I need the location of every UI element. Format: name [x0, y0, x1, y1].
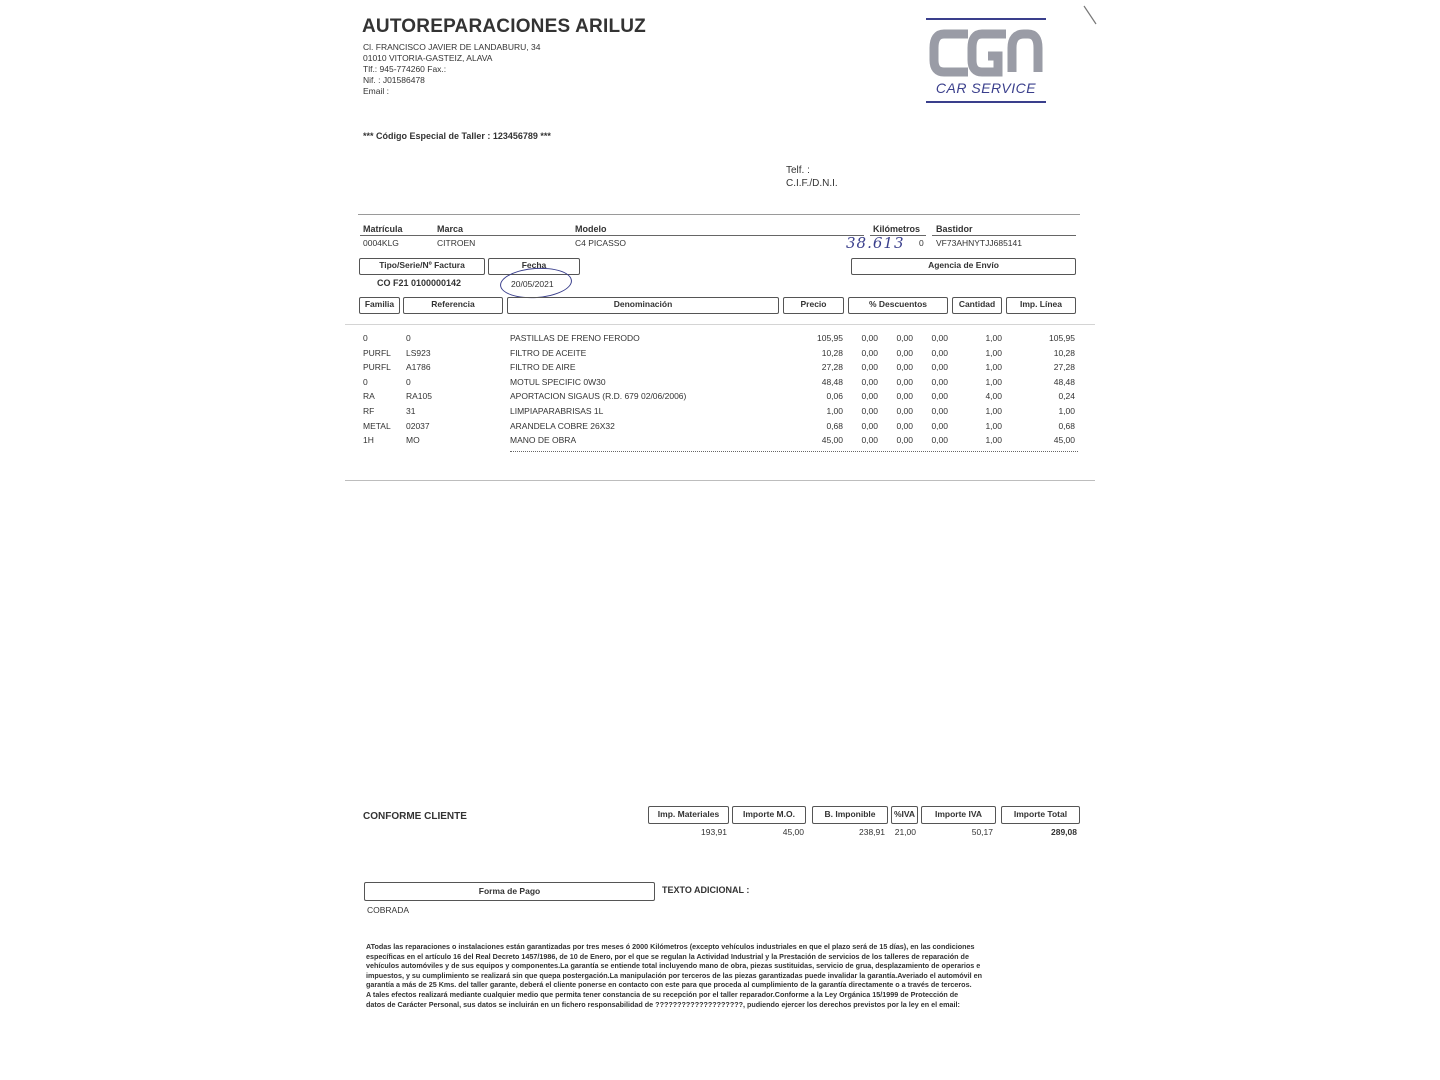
col-ref-header: Referencia	[403, 297, 503, 314]
cell-family: 1H	[363, 435, 374, 446]
vat-value: 50,17	[971, 827, 993, 837]
table-end-line	[510, 451, 1078, 452]
cell-d3: 0,00	[931, 435, 948, 446]
cell-line: 0,24	[1058, 391, 1075, 402]
company-email: Email :	[363, 86, 389, 96]
cell-desc: FILTRO DE ACEITE	[510, 347, 587, 358]
cell-desc: LIMPIAPARABRISAS 1L	[510, 406, 604, 416]
cell-family: RF	[363, 406, 375, 416]
additional-text-label: TEXTO ADICIONAL :	[662, 885, 750, 895]
cell-desc: PASTILLAS DE FRENO FERODO	[510, 333, 640, 343]
cell-line: 10,28	[1053, 347, 1075, 358]
vat-pct-header: %IVA	[891, 806, 918, 824]
cell-ref: 31	[406, 406, 416, 416]
cell-d1: 0,00	[861, 333, 878, 343]
company-city: 01010 VITORIA-GASTEIZ, ALAVA	[363, 53, 493, 63]
warranty-legal-text	[366, 942, 1066, 1009]
legal-line: ATodas las reparaciones o instalaciones están garantizadas por tres meses ó 2000 Kilómetros (excepto vehículos industriales en que el plazo será de 15 días), en las condiciones	[366, 942, 975, 951]
total-header: Importe Total	[1001, 806, 1080, 824]
cell-ref: MO	[406, 435, 420, 446]
cell-d2: 0,00	[896, 333, 913, 343]
cell-d2: 0,00	[896, 391, 913, 402]
materials-value: 193,91	[701, 827, 727, 837]
plate-header: Matrícula	[363, 224, 403, 234]
cell-qty: 1,00	[985, 362, 1002, 373]
cell-line: 45,00	[1053, 435, 1075, 446]
special-code: *** Código Especial de Taller : 123456789 ***	[363, 131, 551, 141]
col-family-header: Familia	[359, 297, 400, 314]
cell-d3: 0,00	[931, 391, 948, 402]
km-value: 0	[919, 238, 924, 248]
cell-qty: 4,00	[985, 391, 1002, 402]
date-header: Fecha	[488, 258, 580, 275]
vin-header: Bastidor	[936, 224, 973, 234]
divider	[360, 235, 864, 236]
cell-price: 45,00	[821, 435, 843, 446]
vin-value: VF73AHNYTJJ685141	[936, 238, 1022, 248]
table-row	[0, 406, 1440, 420]
legal-line: garantía a más de 25 Kms. del taller garante, deberá el cliente ponerse en contacto con este para que proceda al cumplimiento de la garantía directamente o a través de terceros.	[366, 980, 972, 990]
agency-header: Agencia de Envío	[851, 258, 1076, 275]
cell-qty: 1,00	[985, 420, 1002, 431]
company-address: Cl. FRANCISCO JAVIER DE LANDABURU, 34	[363, 42, 541, 52]
company-nif: Nif. : J01586478	[363, 75, 425, 85]
cell-qty: 1,00	[985, 333, 1002, 343]
cell-d2: 0,00	[896, 406, 913, 416]
cell-line: 1,00	[1058, 406, 1075, 416]
cell-line: 48,48	[1053, 376, 1075, 387]
cell-desc: ARANDELA COBRE 26X32	[510, 420, 615, 431]
invoice-number: CO F21 0100000142	[377, 278, 462, 288]
cell-d1: 0,00	[861, 347, 878, 358]
cell-d2: 0,00	[896, 347, 913, 358]
invoice-date: 20/05/2021	[511, 279, 554, 289]
client-telf-label: Telf. :	[786, 165, 810, 176]
invoice-type-header: Tipo/Serie/Nº Factura	[359, 258, 485, 275]
cell-family: 0	[363, 333, 368, 343]
divider	[932, 235, 1076, 236]
cell-desc: MANO DE OBRA	[510, 435, 577, 446]
cell-ref: 0	[406, 333, 411, 343]
legal-line: datos de Carácter Personal, sus datos se incluirán en un fichero responsabilidad de ????????????????????, pudiendo ejercer los derechos previstos por la ley en el email:	[366, 999, 960, 1009]
table-row	[0, 362, 1440, 376]
table-row	[0, 377, 1440, 391]
cell-d3: 0,00	[931, 376, 948, 387]
cell-d3: 0,00	[931, 362, 948, 373]
logo-tagline: CAR SERVICE	[935, 80, 1037, 96]
base-header: B. Imponible	[812, 806, 888, 824]
cell-price: 48,48	[821, 376, 843, 387]
plate-value: 0004KLG	[363, 238, 399, 248]
payment-header: Forma de Pago	[364, 882, 655, 901]
cell-price: 27,28	[821, 362, 843, 373]
vat-header: Importe IVA	[921, 806, 996, 824]
divider	[345, 480, 1095, 481]
cell-ref: LS923	[406, 347, 431, 358]
materials-header: Imp. Materiales	[648, 806, 729, 824]
cell-family: PURFL	[363, 362, 391, 373]
cell-family: RA	[363, 391, 375, 402]
cell-d2: 0,00	[896, 376, 913, 387]
cell-d2: 0,00	[896, 362, 913, 373]
company-name: AUTOREPARACIONES ARILUZ	[362, 16, 646, 37]
cell-d1: 0,00	[861, 376, 878, 387]
company-logo	[926, 18, 1046, 104]
table-row	[0, 333, 1440, 347]
col-discounts-header: % Descuentos	[848, 297, 948, 314]
cell-qty: 1,00	[985, 347, 1002, 358]
cell-family: 0	[363, 376, 368, 387]
cell-ref: 02037	[406, 420, 430, 431]
cell-family: PURFL	[363, 347, 391, 358]
vat-pct-value: 21,00	[894, 827, 916, 837]
legal-line: impuestos, y su cumplimiento se realizará sin que quepa postergación.La manipulación por terceros de las piezas garantizadas puede invalidar la garantía.Averiado el automóvil en	[366, 970, 983, 980]
cell-qty: 1,00	[985, 406, 1002, 416]
cell-price: 10,28	[821, 347, 843, 358]
col-qty-header: Cantidad	[952, 297, 1002, 314]
labor-header: Importe M.O.	[732, 806, 806, 824]
col-desc-header: Denominación	[507, 297, 779, 314]
cell-d3: 0,00	[931, 347, 948, 358]
cell-line: 105,95	[1049, 333, 1075, 343]
brand-value: CITROEN	[437, 238, 476, 248]
cell-ref: RA105	[406, 391, 432, 402]
cell-d3: 0,00	[931, 406, 948, 416]
company-phone: Tlf.: 945-774260 Fax.:	[363, 64, 447, 74]
cell-price: 0,68	[826, 420, 843, 431]
divider	[345, 324, 1095, 325]
col-line-header: Imp. Línea	[1006, 297, 1076, 314]
cell-line: 27,28	[1053, 362, 1075, 373]
cell-desc: FILTRO DE AIRE	[510, 362, 576, 373]
km-header: Kilómetros	[873, 224, 921, 234]
cell-qty: 1,00	[985, 376, 1002, 387]
cell-price: 1,00	[826, 406, 843, 416]
base-value: 238,91	[859, 827, 885, 837]
table-row	[0, 421, 1440, 435]
cell-d1: 0,00	[861, 391, 878, 402]
brand-header: Marca	[437, 224, 464, 234]
total-value: 289,08	[1051, 827, 1077, 837]
cell-price: 105,95	[817, 333, 843, 343]
divider	[358, 214, 1080, 215]
client-cif-label: C.I.F./D.N.I.	[786, 178, 838, 189]
cell-d3: 0,00	[931, 333, 948, 343]
cell-d1: 0,00	[861, 420, 878, 431]
cell-d3: 0,00	[931, 420, 948, 431]
cell-d1: 0,00	[861, 435, 878, 446]
cell-d1: 0,00	[861, 362, 878, 373]
labor-value: 45,00	[782, 827, 804, 837]
table-row	[0, 391, 1440, 405]
model-value: C4 PICASSO	[575, 238, 627, 248]
cell-d2: 0,00	[896, 435, 913, 446]
km-handwritten: 38.613	[846, 234, 905, 252]
legal-line: específicas en el artículo 16 del Real Decreto 1457/1986, de 10 de Enero, por el que se regulan la Actividad Industrial y la Prestación de servicios de los talleres de reparación de	[366, 951, 969, 961]
cell-d1: 0,00	[861, 406, 878, 416]
conforme-cliente-label: CONFORME CLIENTE	[363, 811, 467, 822]
legal-line: vehículos automóviles y de sus equipos y componentes.La garantía se entiende total incluyendo mano de obra, piezas sustituidas, servicio de grua, desplazamiento de operarios e	[366, 961, 981, 971]
legal-line: A tales efectos realizará mediante cualquier medio que permita tener constancia de su recepción por el taller reparador.Conforme a la Ley Orgánica 15/1999 de Protección de	[366, 989, 959, 999]
cell-d2: 0,00	[896, 420, 913, 431]
table-row	[0, 435, 1440, 449]
cell-price: 0,06	[826, 391, 843, 402]
cell-qty: 1,00	[985, 435, 1002, 446]
table-row	[0, 348, 1440, 362]
model-header: Modelo	[575, 224, 607, 234]
payment-value: COBRADA	[367, 905, 410, 915]
cell-ref: A1786	[406, 362, 431, 373]
cell-desc: MOTUL SPECIFIC 0W30	[510, 376, 606, 387]
cell-line: 0,68	[1058, 420, 1075, 431]
corner-mark-icon	[1080, 4, 1100, 26]
col-price-header: Precio	[783, 297, 844, 314]
cell-desc: APORTACION SIGAUS (R.D. 679 02/06/2006)	[510, 391, 687, 402]
cell-family: METAL	[363, 420, 391, 431]
cell-ref: 0	[406, 376, 411, 387]
